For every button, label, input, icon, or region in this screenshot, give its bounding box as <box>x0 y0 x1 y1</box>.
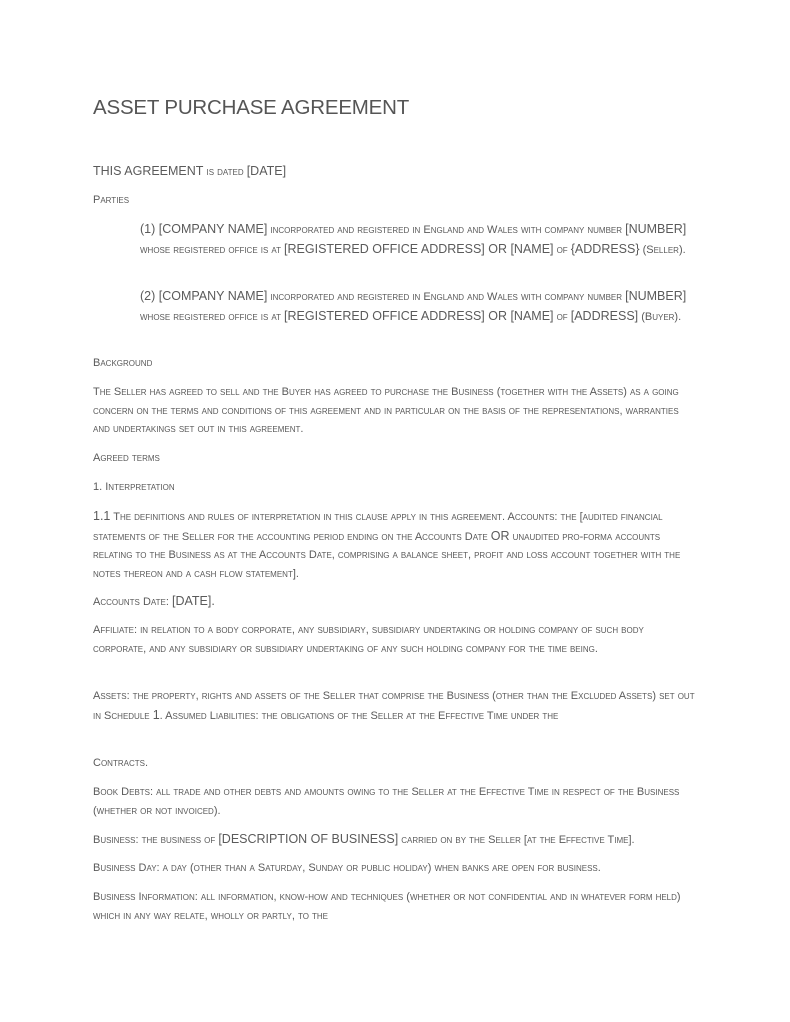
background-heading: Background <box>93 357 153 369</box>
party-2-text2: whose registered office is at <box>140 310 285 323</box>
party-1-company: [COMPANY NAME] <box>158 222 268 236</box>
party-1-number: (1) <box>140 222 159 236</box>
party-1-address: [REGISTERED OFFICE ADDRESS] OR [NAME] <box>284 241 554 256</box>
accounts-date-text: Accounts Date: <box>93 596 172 608</box>
document-title: ASSET PURCHASE AGREEMENT <box>93 96 410 119</box>
assets-definition <box>93 687 698 725</box>
interpretation-heading: 1. Interpretation <box>93 481 175 493</box>
party-2-company: [COMPANY NAME] <box>158 289 268 303</box>
business-placeholder: [DESCRIPTION OF BUSINESS] <box>218 832 399 846</box>
party-1-role: (Seller). <box>642 243 686 256</box>
agreed-terms-heading: Agreed terms <box>93 452 160 464</box>
clause-1-1-text1: The definitions and rules of interpretation in this clause apply in this agreement. Accounts: the [audited financial statements of the Seller for the accounting period ending on the Accounts Date <box>93 511 663 543</box>
party-2-number: (2) <box>140 289 159 303</box>
party-2-text1: incorporated and registered in England and Wales with company number <box>267 291 626 303</box>
business-day-definition: Business Day: a day (other than a Saturday, Sunday or public holiday) when banks are open for business. <box>93 862 601 874</box>
party-1-company-number: [NUMBER] <box>625 222 687 236</box>
party-2-role: (Buyer). <box>641 310 682 323</box>
agreement-dated-line <box>93 162 698 182</box>
affiliate-definition: Affiliate: in relation to a body corporate, any subsidiary, subsidiary undertaking or holding company of such body corporate, and any subsidiary or subsidiary undertaking of any such holding company for the time being. <box>93 624 644 655</box>
party-1-alt-address: {ADDRESS} <box>570 241 640 256</box>
party-1-text2: whose registered office is at <box>140 243 285 256</box>
dated-text: is dated <box>203 166 247 178</box>
clause-1-1-number: 1.1 <box>93 509 111 523</box>
party-2 <box>140 287 698 326</box>
agreement-lead: THIS AGREEMENT <box>93 164 204 178</box>
date-placeholder: [DATE] <box>246 164 287 178</box>
assets-text2: . Assumed Liabilities: the obligations of the Seller at the Effective Time under the <box>159 709 559 722</box>
clause-1-1 <box>93 507 698 583</box>
clause-1-1-or: OR <box>490 528 510 543</box>
assets-schedule-number: 1 <box>152 707 160 722</box>
party-2-company-number: [NUMBER] <box>625 289 687 303</box>
assets-text1: Assets: the property, rights and assets of the Seller that comprise the Business (other than the Excluded Assets) set out in Schedule <box>93 690 695 722</box>
business-text1: Business: the business of <box>93 834 219 846</box>
party-2-address: [REGISTERED OFFICE ADDRESS] OR [NAME] <box>284 308 554 323</box>
clause-1-1-text2: unaudited pro-forma accounts relating to the Business as at the Accounts Date, comprising a balance sheet, profit and loss account together with the notes thereon and a cash flow statement]. <box>93 530 681 580</box>
contracts-line: Contracts. <box>93 757 148 769</box>
accounts-date-placeholder: [DATE]. <box>171 594 215 608</box>
party-1 <box>140 220 698 259</box>
party-1-text1: incorporated and registered in England and Wales with company number <box>267 224 626 236</box>
business-text2: carried on by the Seller [at the Effective Time]. <box>398 834 635 846</box>
parties-heading: Parties <box>93 194 130 206</box>
party-1-text3: of <box>553 243 571 256</box>
book-debts-definition: Book Debts: all trade and other debts and amounts owing to the Seller at the Effective Time in respect of the Business (whether or not invoiced). <box>93 786 680 817</box>
business-information-definition: Business Information: all information, know-how and techniques (whether or not confidential and in whatever form held) which in any way relate, wholly or partly, to the <box>93 891 681 922</box>
accounts-date-definition <box>93 592 698 612</box>
background-paragraph: The Seller has agreed to sell and the Buyer has agreed to purchase the Business (together with the Assets) as a going concern on the terms and conditions of this agreement and in particular on the basis of the representations, warranties and undertakings set out in this agreement. <box>93 386 679 436</box>
business-definition <box>93 830 698 850</box>
party-2-text3: of <box>553 310 571 323</box>
party-2-alt-address: [ADDRESS] <box>570 308 639 323</box>
